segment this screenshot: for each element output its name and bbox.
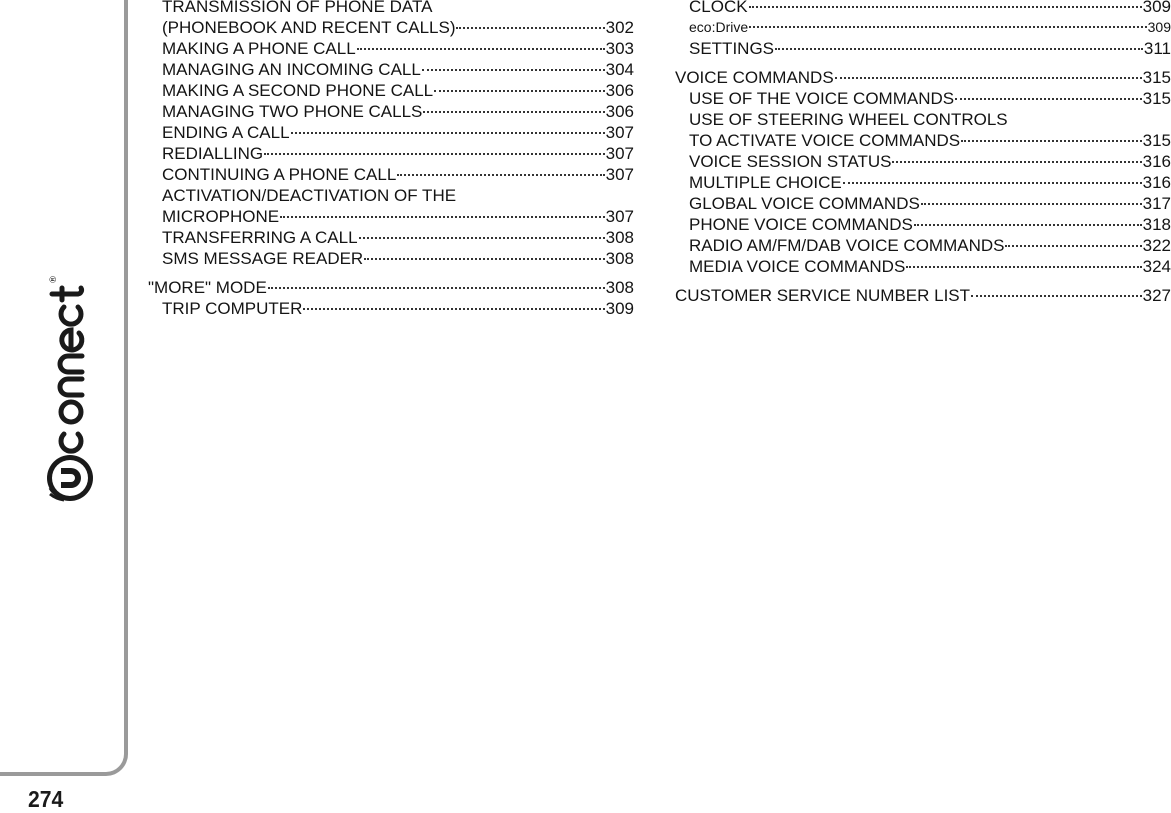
toc-page-number: 327 bbox=[1142, 286, 1171, 305]
dot-leader bbox=[291, 132, 605, 134]
toc-title: ACTIVATION/DEACTIVATION OF THE bbox=[162, 186, 457, 205]
dot-leader bbox=[397, 174, 604, 176]
toc-title: TRIP COMPUTER bbox=[162, 299, 303, 318]
dot-leader bbox=[303, 308, 604, 310]
toc-entry[interactable] bbox=[675, 256, 1171, 277]
uconnect-logo bbox=[18, 262, 122, 502]
page-number: 274 bbox=[28, 786, 64, 812]
toc-title: RADIO AM/FM/DAB VOICE COMMANDS bbox=[689, 236, 1005, 255]
toc-left-column bbox=[148, 0, 634, 319]
toc-title: VOICE COMMANDS bbox=[675, 68, 834, 87]
toc-line bbox=[162, 298, 634, 319]
toc-title: USE OF THE VOICE COMMANDS bbox=[689, 89, 955, 108]
toc-page-number: 307 bbox=[605, 144, 634, 163]
toc-title: CUSTOMER SERVICE NUMBER LIST bbox=[675, 286, 971, 305]
toc-entry[interactable] bbox=[675, 172, 1171, 193]
svg-text:®: ® bbox=[49, 275, 59, 284]
dot-leader bbox=[434, 90, 604, 92]
toc-page-number: 307 bbox=[605, 207, 634, 226]
toc-title: SMS MESSAGE READER bbox=[162, 249, 364, 268]
toc-entry[interactable] bbox=[148, 80, 634, 101]
toc-title: MAKING A SECOND PHONE CALL bbox=[162, 81, 434, 100]
dot-leader bbox=[1005, 245, 1141, 247]
toc-line bbox=[162, 38, 634, 59]
dot-leader bbox=[961, 140, 1142, 142]
toc-page-number: 306 bbox=[605, 81, 634, 100]
dot-leader bbox=[422, 69, 605, 71]
toc-entry[interactable] bbox=[148, 0, 634, 38]
dot-leader bbox=[456, 27, 604, 29]
dot-leader bbox=[775, 48, 1143, 50]
toc-line bbox=[689, 214, 1171, 235]
toc-page-number: 308 bbox=[605, 278, 634, 297]
toc-entry[interactable] bbox=[148, 38, 634, 59]
toc-title: MICROPHONE bbox=[162, 207, 280, 226]
toc-page-number: 304 bbox=[605, 60, 634, 79]
toc-title: MAKING A PHONE CALL bbox=[162, 39, 356, 58]
dot-leader bbox=[921, 203, 1142, 205]
toc-title: MANAGING TWO PHONE CALLS bbox=[162, 102, 423, 121]
toc-page-number: 317 bbox=[1142, 194, 1171, 213]
toc-line bbox=[689, 235, 1171, 256]
toc-entry[interactable] bbox=[675, 0, 1171, 17]
toc-page-number: 318 bbox=[1142, 215, 1171, 234]
toc-page-number: 308 bbox=[605, 249, 634, 268]
toc-entry[interactable] bbox=[148, 227, 634, 248]
toc-line bbox=[162, 17, 634, 38]
dot-leader bbox=[264, 153, 605, 155]
toc-title: MULTIPLE CHOICE bbox=[689, 173, 842, 192]
toc-line bbox=[162, 101, 634, 122]
dot-leader bbox=[364, 258, 604, 260]
dot-leader bbox=[843, 182, 1142, 184]
toc-title: VOICE SESSION STATUS bbox=[689, 152, 892, 171]
toc-line bbox=[162, 122, 634, 143]
toc-page-number: 307 bbox=[605, 123, 634, 142]
toc-title: PHONE VOICE COMMANDS bbox=[689, 215, 913, 234]
toc-line bbox=[689, 130, 1171, 151]
toc-line bbox=[689, 88, 1171, 109]
toc-line bbox=[162, 164, 634, 185]
toc-page-number: 322 bbox=[1142, 236, 1171, 255]
toc-page-number: 306 bbox=[605, 102, 634, 121]
toc-line bbox=[162, 80, 634, 101]
toc-title: REDIALLING bbox=[162, 144, 264, 163]
toc-line bbox=[148, 277, 634, 298]
toc-page-number: 307 bbox=[605, 165, 634, 184]
toc-line bbox=[689, 38, 1171, 59]
toc-page-number: 315 bbox=[1142, 68, 1171, 87]
toc-line bbox=[162, 248, 634, 269]
toc-line bbox=[162, 206, 634, 227]
toc-entry[interactable] bbox=[675, 88, 1171, 109]
toc-title: ENDING A CALL bbox=[162, 123, 290, 142]
toc-page-number: 308 bbox=[605, 228, 634, 247]
toc-line bbox=[689, 151, 1171, 172]
toc-title: TO ACTIVATE VOICE COMMANDS bbox=[689, 131, 961, 150]
toc-title: GLOBAL VOICE COMMANDS bbox=[689, 194, 920, 213]
dot-leader bbox=[906, 266, 1141, 268]
toc-page-number: 324 bbox=[1142, 257, 1171, 276]
dot-leader bbox=[914, 224, 1142, 226]
toc-line bbox=[689, 0, 1171, 17]
toc-page-number: 302 bbox=[605, 18, 634, 37]
toc-line bbox=[675, 285, 1171, 306]
toc-entry[interactable] bbox=[148, 143, 634, 164]
toc-entry[interactable] bbox=[675, 214, 1171, 235]
toc-entry[interactable] bbox=[148, 298, 634, 319]
dot-leader bbox=[892, 161, 1141, 163]
toc-title: SETTINGS bbox=[689, 39, 775, 58]
toc-title: TRANSMISSION OF PHONE DATA bbox=[162, 0, 433, 16]
toc-entry[interactable] bbox=[675, 235, 1171, 256]
toc-title: TRANSFERRING A CALL bbox=[162, 228, 358, 247]
toc-title: MEDIA VOICE COMMANDS bbox=[689, 257, 906, 276]
toc-page-number: 303 bbox=[605, 39, 634, 58]
toc-entry[interactable] bbox=[148, 248, 634, 269]
toc-line bbox=[689, 256, 1171, 277]
toc-entry[interactable] bbox=[675, 109, 1171, 151]
toc-entry[interactable] bbox=[148, 59, 634, 80]
toc-page-number: 309 bbox=[605, 299, 634, 318]
toc-page-number: 315 bbox=[1142, 89, 1171, 108]
toc-page-number: 316 bbox=[1142, 173, 1171, 192]
dot-leader bbox=[955, 98, 1142, 100]
toc-line bbox=[689, 17, 1171, 38]
toc-line bbox=[162, 0, 634, 17]
toc-line bbox=[162, 59, 634, 80]
toc-entry[interactable] bbox=[675, 285, 1171, 306]
toc-line bbox=[162, 185, 634, 206]
toc-entry[interactable] bbox=[675, 38, 1171, 59]
toc-page-number: 311 bbox=[1143, 39, 1171, 58]
dot-leader bbox=[749, 6, 1142, 8]
dot-leader bbox=[971, 295, 1142, 297]
toc-title: (PHONEBOOK AND RECENT CALLS) bbox=[162, 18, 456, 37]
toc-page-number: 309 bbox=[1147, 19, 1171, 35]
toc-line bbox=[675, 67, 1171, 88]
dot-leader bbox=[359, 237, 605, 239]
toc-line bbox=[689, 193, 1171, 214]
toc-title: MANAGING AN INCOMING CALL bbox=[162, 60, 421, 79]
dot-leader bbox=[268, 287, 605, 289]
dot-leader bbox=[423, 111, 604, 113]
toc-title: eco:Drive bbox=[689, 19, 749, 35]
toc-entry[interactable] bbox=[148, 185, 634, 227]
toc-line bbox=[162, 143, 634, 164]
toc-right-column bbox=[675, 0, 1171, 306]
dot-leader bbox=[835, 77, 1142, 79]
toc-title: CONTINUING A PHONE CALL bbox=[162, 165, 397, 184]
toc-entry[interactable] bbox=[675, 193, 1171, 214]
toc-entry[interactable] bbox=[148, 277, 634, 298]
dot-leader bbox=[749, 26, 1147, 28]
dot-leader bbox=[357, 48, 605, 50]
toc-entry[interactable] bbox=[148, 122, 634, 143]
toc-title: CLOCK bbox=[689, 0, 748, 16]
toc-page-number: 315 bbox=[1142, 131, 1171, 150]
toc-entry[interactable] bbox=[148, 101, 634, 122]
dot-leader bbox=[280, 216, 605, 218]
toc-page-number: 316 bbox=[1142, 152, 1171, 171]
toc-title: USE OF STEERING WHEEL CONTROLS bbox=[689, 110, 1008, 129]
toc-entry[interactable] bbox=[675, 151, 1171, 172]
toc-entry[interactable] bbox=[675, 17, 1171, 38]
toc-title: "MORE" MODE bbox=[148, 278, 267, 297]
toc-entry[interactable] bbox=[675, 67, 1171, 88]
toc-line bbox=[162, 227, 634, 248]
toc-page-number: 309 bbox=[1142, 0, 1171, 16]
toc-line bbox=[689, 109, 1171, 130]
toc-line bbox=[689, 172, 1171, 193]
toc-entry[interactable] bbox=[148, 164, 634, 185]
